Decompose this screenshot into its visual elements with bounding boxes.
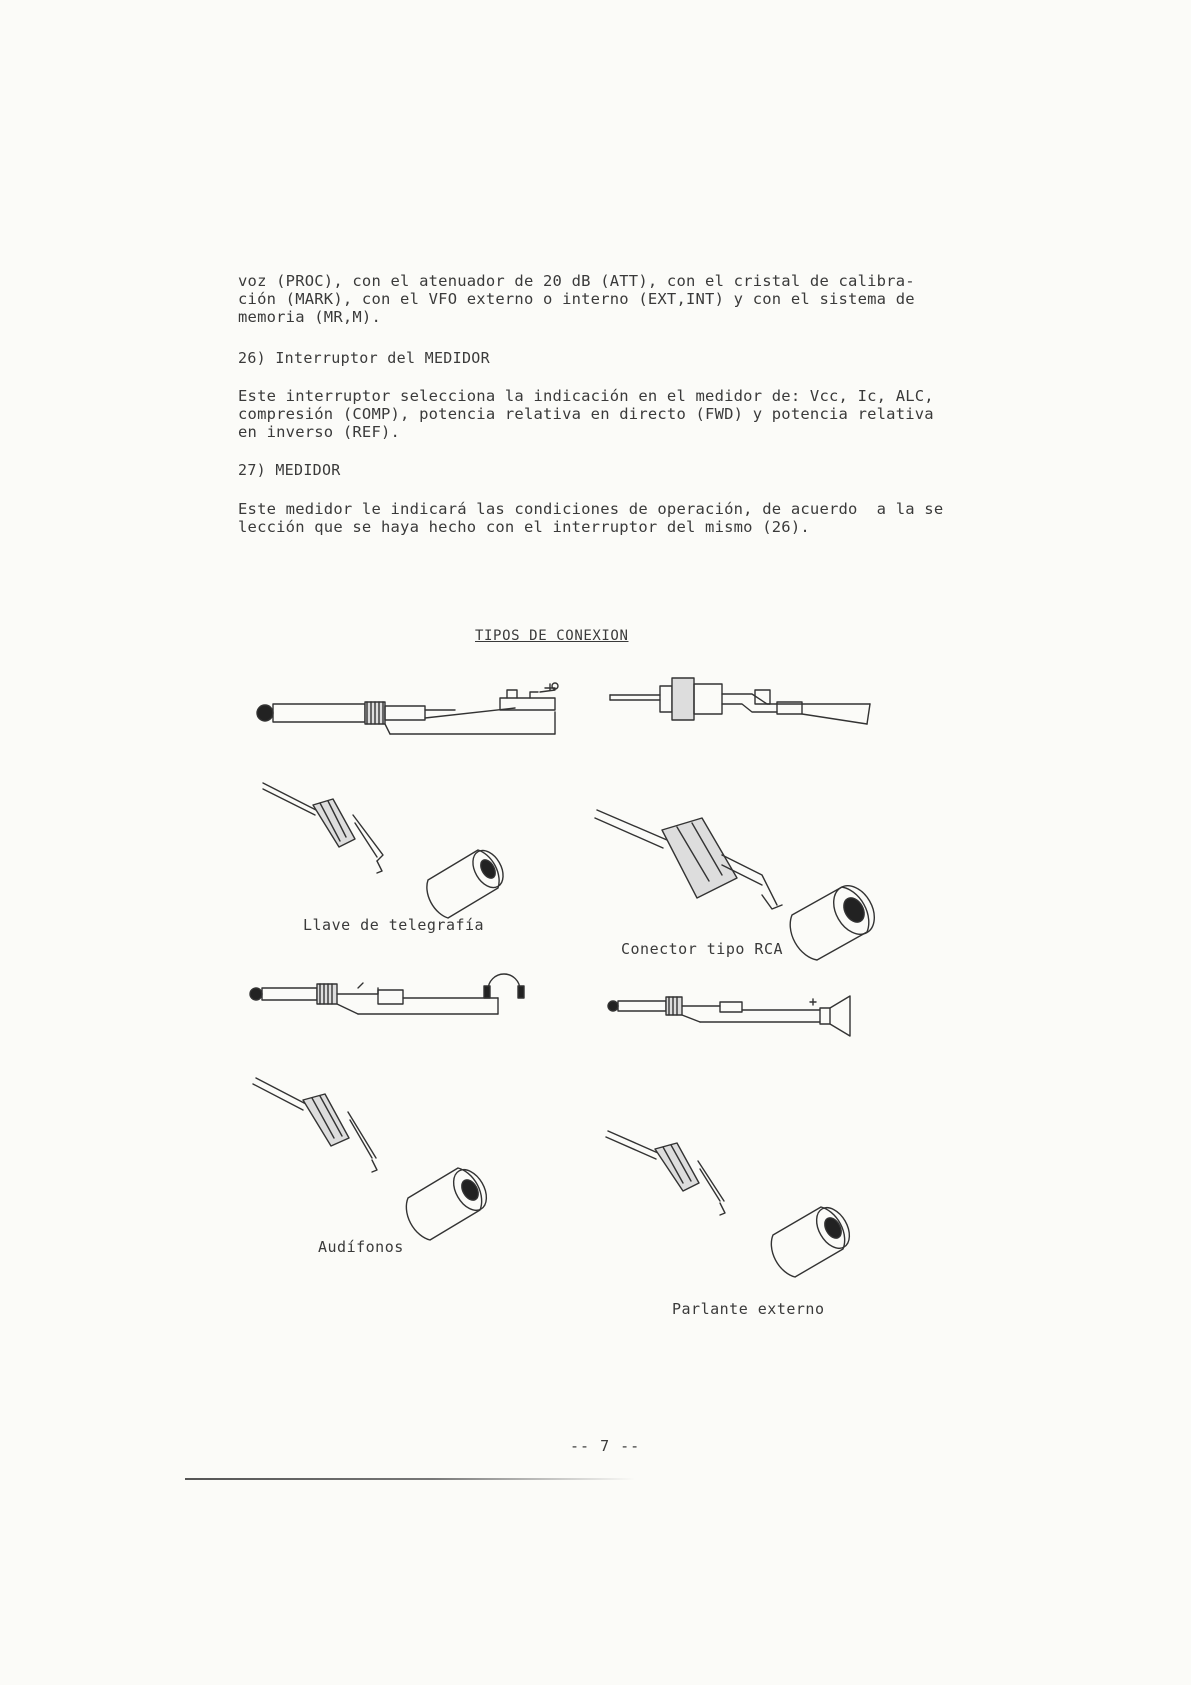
- caption-rca-connector: Conector tipo RCA: [621, 940, 784, 958]
- text-line: lección que se haya hecho con el interruptor del mismo (26).: [238, 518, 810, 536]
- caption-headphones: Audífonos: [318, 1238, 404, 1256]
- text-line: Este interruptor selecciona la indicación en el medidor de: Vcc, Ic, ALC,: [238, 387, 934, 405]
- text-line: memoria (MR,M).: [238, 308, 381, 326]
- text-line: ción (MARK), con el VFO externo o interno (EXT,INT) y con el sistema de: [238, 290, 915, 308]
- section-title: TIPOS DE CONEXION: [475, 628, 629, 644]
- page-number: -- 7 --: [570, 1437, 641, 1455]
- paragraph-26: [238, 387, 938, 441]
- heading-26: 26) Interruptor del MEDIDOR: [238, 349, 490, 367]
- footer-rule: [185, 1478, 635, 1480]
- text-line: compresión (COMP), potencia relativa en directo (FWD) y potencia relativa: [238, 405, 934, 423]
- text-line: Este medidor le indicará las condiciones de operación, de acuerdo a la se: [238, 500, 944, 518]
- speaker-plug-exploded-view: [603, 1125, 883, 1270]
- heading-27: 27) MEDIDOR: [238, 461, 341, 479]
- speaker-wiring-diagram: [605, 990, 865, 1040]
- text-line: voz (PROC), con el atenuador de 20 dB (ATT), con el cristal de calibra-: [238, 272, 915, 290]
- rca-cable-diagram: [605, 668, 875, 738]
- paragraph-27: [238, 500, 944, 536]
- text-line: en inverso (REF).: [238, 423, 401, 441]
- key-plug-exploded-view: [258, 775, 528, 915]
- paragraph-continuation: [238, 272, 938, 326]
- telegraph-key-wiring-diagram: [255, 680, 575, 745]
- headphones-plug-exploded-view: [248, 1068, 518, 1238]
- caption-external-speaker: Parlante externo: [672, 1300, 825, 1318]
- caption-telegraph-key: Llave de telegrafía: [303, 916, 485, 934]
- headphones-wiring-diagram: [248, 968, 528, 1028]
